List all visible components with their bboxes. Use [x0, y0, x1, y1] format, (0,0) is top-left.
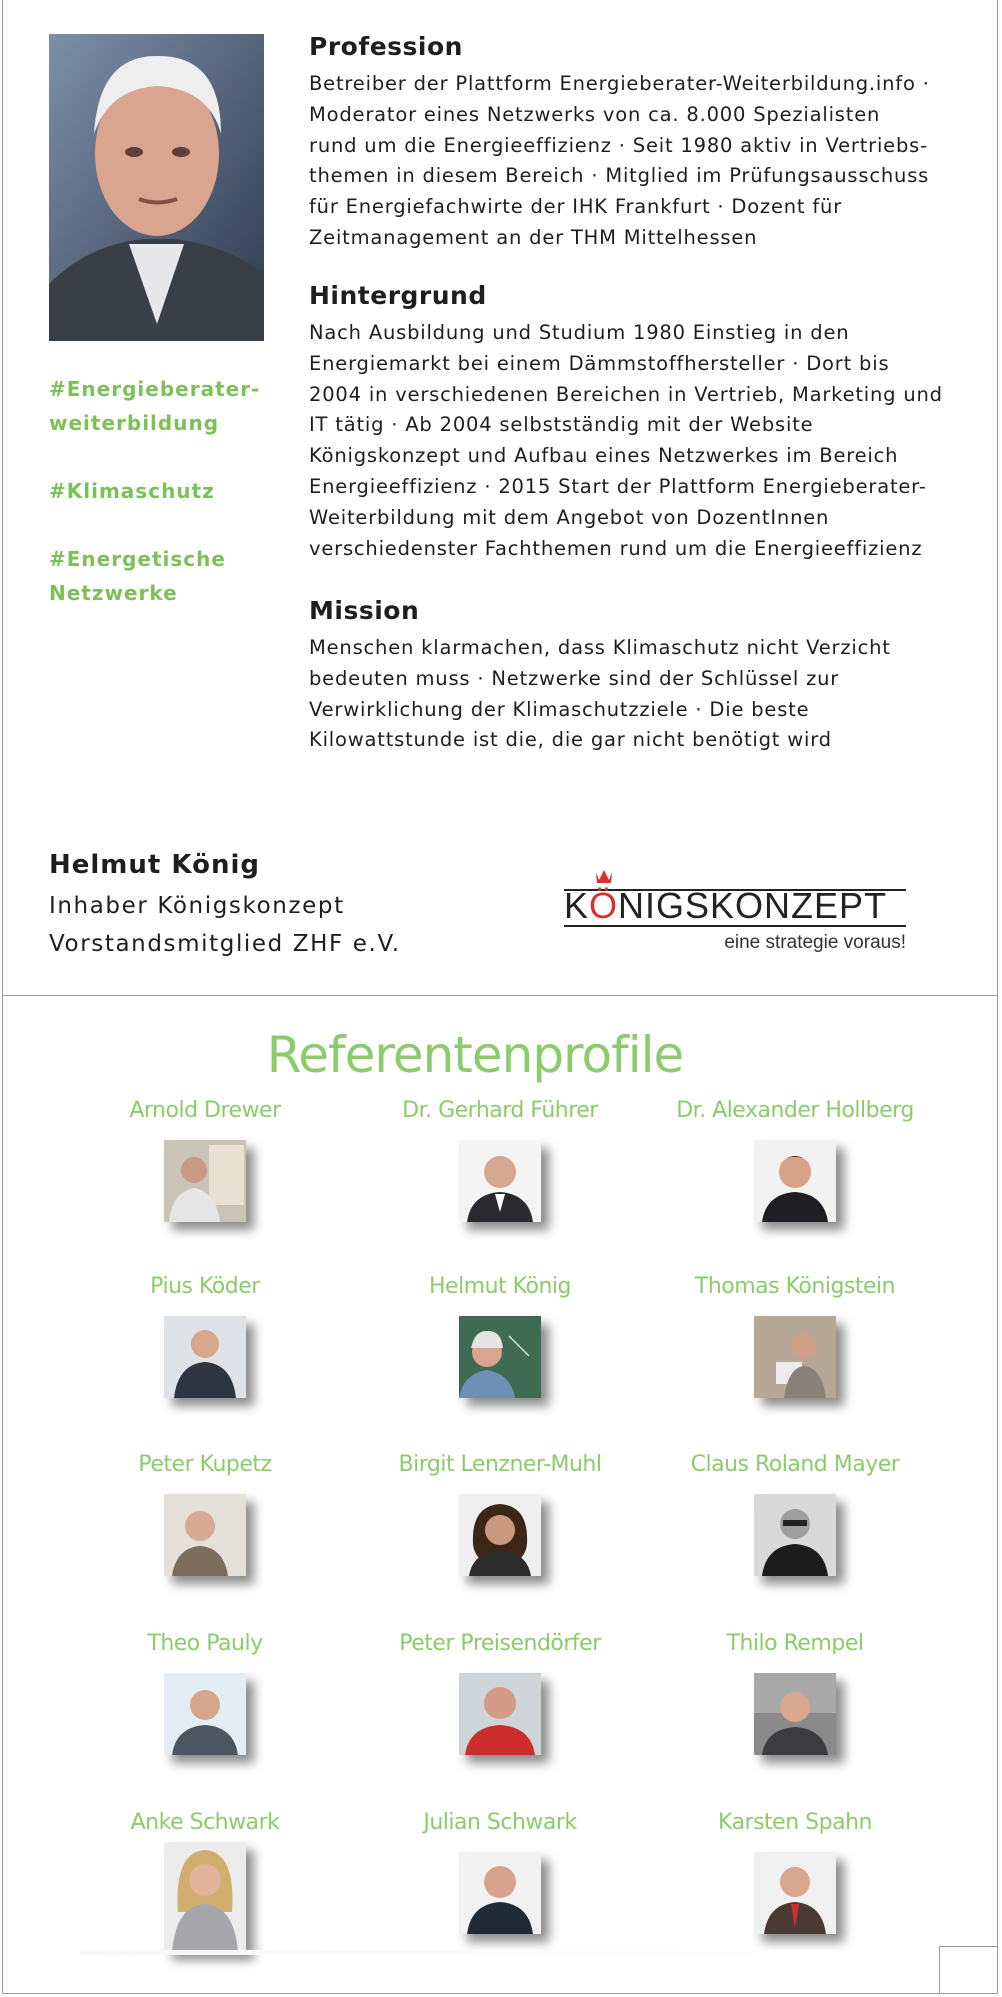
section-heading: Hintergrund [309, 281, 487, 310]
person-role: Inhaber Königskonzept [49, 893, 345, 919]
section-text: Betreiber der Plattform Energieberater-Weiterbildung.info · Moderator eines Netzwerks von ca. 8.000 Spezialisten rund um die Energieeffizienz · Seit 1980 aktiv in Vertriebs- themen in diesem Bereich · Mitglied im Prüfungsausschuss für Energiefachwirte der IHK Frankfurt · Dozent für Zeitmanagement an der THM Mittelhessen [309, 72, 930, 249]
hashtag: #Energetische Netzwerke [49, 547, 226, 605]
referent-name: Birgit Lenzner-Muhl [398, 1452, 602, 1477]
section-text: Menschen klarmachen, dass Klimaschutz nicht Verzicht bedeuten muss · Netzwerke sind der Schlüssel zur Verwirklichung der Klimaschutzziele · Die beste Kilowattstunde ist die, die gar nicht benötigt wird [309, 636, 891, 752]
referent-photo [459, 1494, 541, 1576]
section-heading: Mission [309, 596, 420, 625]
section-profession [309, 33, 949, 254]
person-name: Helmut König [49, 850, 260, 880]
referent-photo [164, 1673, 246, 1755]
svg-text:KÖNIGSKONZEPT: KÖNIGSKONZEPT [564, 885, 888, 926]
referent-name: Theo Pauly [147, 1631, 263, 1656]
referent-card[interactable] [650, 1274, 940, 1398]
referent-photo [754, 1140, 836, 1222]
section-hintergrund [309, 282, 949, 564]
referent-name: Dr. Alexander Hollberg [676, 1098, 914, 1123]
referent-photo [459, 1316, 541, 1398]
referent-name: Julian Schwark [423, 1810, 577, 1835]
referent-card[interactable] [650, 1810, 940, 1934]
referent-card[interactable] [355, 1810, 645, 1934]
referent-name: Thomas Königstein [694, 1274, 896, 1299]
referent-photo [754, 1494, 836, 1576]
referent-card[interactable] [60, 1452, 350, 1576]
referent-name: Claus Roland Mayer [690, 1452, 900, 1477]
referent-name: Helmut König [429, 1274, 571, 1299]
section-heading: Profession [309, 32, 463, 61]
referent-card[interactable] [60, 1274, 350, 1398]
referent-photo [164, 1140, 246, 1222]
referent-name: Arnold Drewer [129, 1098, 281, 1123]
bottom-band [80, 1950, 920, 1955]
referent-photo [459, 1673, 541, 1755]
referent-name: Peter Kupetz [138, 1452, 272, 1477]
hashtag: #Klimaschutz [49, 479, 215, 503]
page-corner [939, 1946, 998, 1993]
referenten-title: Referentenprofile [266, 1026, 684, 1084]
referent-name: Pius Köder [150, 1274, 260, 1299]
svg-text:eine strategie voraus!: eine strategie voraus! [724, 932, 906, 953]
person-role: Vorstandsmitglied ZHF e.V. [49, 931, 401, 957]
referent-photo [754, 1852, 836, 1934]
referent-photo [164, 1316, 246, 1398]
hashtag: #Energieberater- weiterbildung [49, 377, 261, 435]
hashtag-list [49, 372, 289, 644]
referent-photo [459, 1852, 541, 1934]
referent-name: Dr. Gerhard Führer [402, 1098, 598, 1123]
section-text: Nach Ausbildung und Studium 1980 Einstieg in den Energiemarkt bei einem Dämmstoffhersteller · Dort bis 2004 in verschiedenen Bereichen in Vertrieb, Marketing und IT tätig · Ab 2004 selbstständig mit der Website Königskonzept und Aufbau eines Netzwerkes im Bereich Energieeffizienz · 2015 Start der Plattform Energieberater- Weiterbildung mit dem Angebot von DozentInnen verschiedenster Fachthemen rund um die Energieeffizienz [309, 321, 943, 560]
profile-portrait [49, 34, 264, 341]
koenigskonzept-logo [560, 866, 910, 956]
referent-card[interactable] [650, 1098, 940, 1222]
referent-photo [164, 1494, 246, 1576]
referent-photo [754, 1316, 836, 1398]
referent-name: Peter Preisendörfer [399, 1631, 601, 1656]
section-mission [309, 597, 949, 756]
referent-card[interactable] [60, 1098, 350, 1222]
referent-card[interactable] [650, 1452, 940, 1576]
referent-card[interactable] [355, 1098, 645, 1222]
referent-name: Thilo Rempel [726, 1631, 864, 1656]
referent-card[interactable] [355, 1452, 645, 1576]
referent-photo [459, 1140, 541, 1222]
referent-card[interactable] [60, 1810, 350, 1952]
referent-name: Karsten Spahn [718, 1810, 872, 1835]
referent-card[interactable] [355, 1631, 645, 1755]
referent-name: Anke Schwark [130, 1810, 280, 1835]
crown-icon [596, 870, 612, 883]
referent-photo [754, 1673, 836, 1755]
referent-card[interactable] [60, 1631, 350, 1755]
referent-card[interactable] [650, 1631, 940, 1755]
referent-card[interactable] [355, 1274, 645, 1398]
referent-photo [164, 1842, 246, 1952]
